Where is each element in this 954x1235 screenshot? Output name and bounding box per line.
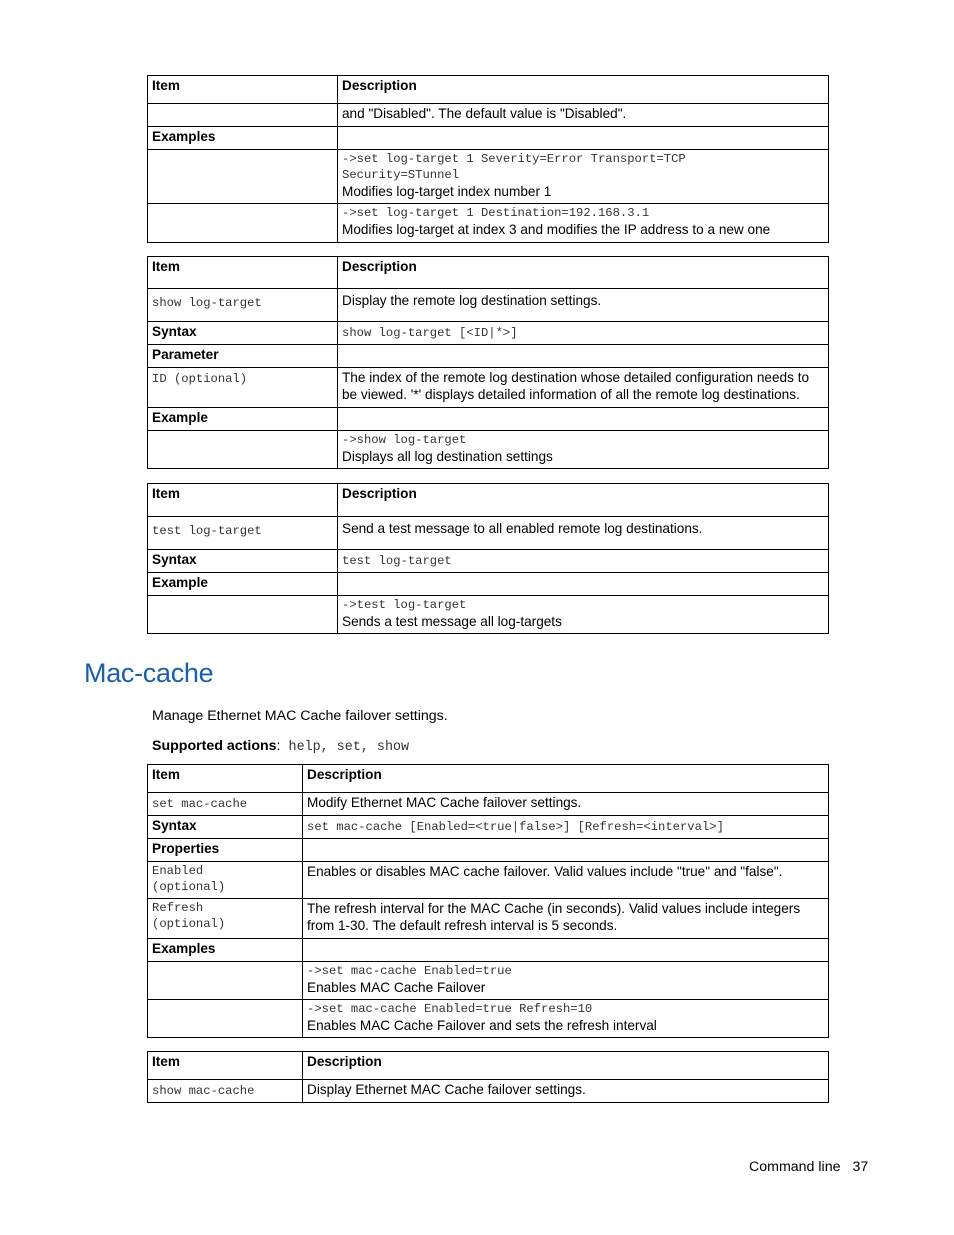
syntax-cell [338, 322, 829, 345]
command-description: Modify Ethernet MAC Cache failover settings. [303, 793, 829, 816]
empty-cell [148, 431, 338, 469]
command-name [148, 289, 338, 322]
example-cell [338, 150, 829, 204]
syntax-label: Syntax [148, 816, 303, 839]
empty-cell [303, 939, 829, 962]
command-description: Display the remote log destination settings. [338, 289, 829, 322]
example-command: ->set log-target 1 Destination=192.168.3.1 [342, 206, 650, 220]
syntax-label: Syntax [148, 550, 338, 573]
supported-actions-label: Supported actions [152, 738, 277, 754]
syntax-text: show log-target [<ID|*>] [342, 326, 518, 340]
example-command: ->set mac-cache Enabled=true [307, 964, 512, 978]
command-description: Send a test message to all enabled remote log destinations. [338, 517, 829, 550]
test-log-target-table [147, 483, 829, 634]
empty-cell [338, 573, 829, 596]
footer-section: Command line [749, 1159, 841, 1175]
empty-cell [148, 1000, 303, 1038]
supported-actions [152, 738, 409, 756]
example-cell [338, 596, 829, 634]
description-header: Description [338, 257, 829, 289]
example-command: ->test log-target [342, 598, 467, 612]
example-description: Displays all log destination settings [342, 449, 553, 464]
item-header: Item [148, 1052, 303, 1080]
example-label: Example [148, 573, 338, 596]
command-description: Display Ethernet MAC Cache failover settings. [303, 1080, 829, 1103]
example-command: ->set log-target 1 Severity=Error Transport=TCP [342, 152, 686, 166]
command-text: show log-target [152, 296, 262, 310]
description-header: Description [338, 76, 829, 104]
empty-cell [148, 204, 338, 243]
empty-cell [148, 104, 338, 127]
syntax-text: test log-target [342, 554, 452, 568]
properties-label: Properties [148, 839, 303, 862]
example-description: Sends a test message all log-targets [342, 614, 562, 629]
empty-cell [148, 962, 303, 1000]
supported-actions-separator: : [276, 738, 281, 754]
example-cell [338, 431, 829, 469]
example-description: Modifies log-target index number 1 [342, 184, 552, 199]
empty-cell [148, 150, 338, 204]
syntax-cell [338, 550, 829, 573]
command-name [148, 793, 303, 816]
syntax-label: Syntax [148, 322, 338, 345]
property-qualifier: (optional) [152, 880, 226, 894]
log-target-set-table [147, 75, 829, 243]
supported-actions-list: help, set, show [280, 740, 410, 755]
command-text: test log-target [152, 524, 262, 538]
example-command: ->show log-target [342, 433, 467, 447]
empty-cell [338, 345, 829, 368]
example-label: Example [148, 408, 338, 431]
property-name: Refresh [152, 901, 204, 915]
property-qualifier: (optional) [152, 917, 226, 931]
example-description: Enables MAC Cache Failover and sets the refresh interval [307, 1018, 657, 1033]
parameter-description: The index of the remote log destination whose detailed configuration needs to be viewed. '*' displays detailed information of all the remote log destinations. [338, 368, 829, 408]
show-log-target-table [147, 256, 829, 469]
section-intro: Manage Ethernet MAC Cache failover settings. [152, 708, 448, 724]
property-name-cell [148, 899, 303, 939]
property-name: Enabled [152, 864, 204, 878]
item-header: Item [148, 765, 303, 793]
set-mac-cache-table [147, 764, 829, 1038]
parameter-label: Parameter [148, 345, 338, 368]
property-name-cell [148, 862, 303, 899]
parameter-name: ID (optional) [152, 372, 248, 386]
examples-label: Examples [148, 939, 303, 962]
example-cell [303, 1000, 829, 1038]
parameter-name-cell [148, 368, 338, 408]
syntax-text: set mac-cache [Enabled=<true|false>] [Refresh=<interval>] [307, 820, 724, 834]
empty-cell [338, 127, 829, 150]
empty-cell [338, 408, 829, 431]
example-cell [303, 962, 829, 1000]
empty-cell [303, 839, 829, 862]
show-mac-cache-table [147, 1051, 829, 1103]
section-title: Mac-cache [84, 658, 214, 688]
item-header: Item [148, 76, 338, 104]
item-header: Item [148, 257, 338, 289]
example-description: Enables MAC Cache Failover [307, 980, 486, 995]
example-description: Modifies log-target at index 3 and modifies the IP address to a new one [342, 222, 771, 237]
page-number: 37 [852, 1159, 869, 1175]
example-command: ->set mac-cache Enabled=true Refresh=10 [307, 1002, 593, 1016]
property-description: The refresh interval for the MAC Cache (in seconds). Valid values include integers from 1-30. The default refresh interval is 5 seconds. [303, 899, 829, 939]
item-header: Item [148, 484, 338, 517]
example-cell [338, 204, 829, 243]
continued-description: and "Disabled". The default value is "Disabled". [338, 104, 829, 127]
description-header: Description [303, 765, 829, 793]
description-header: Description [303, 1052, 829, 1080]
description-header: Description [338, 484, 829, 517]
empty-cell [148, 596, 338, 634]
command-text: show mac-cache [152, 1084, 255, 1098]
example-command-continued: Security=STunnel [342, 168, 460, 182]
page-footer [749, 1159, 868, 1175]
command-text: set mac-cache [152, 797, 248, 811]
command-name [148, 1080, 303, 1103]
property-description: Enables or disables MAC cache failover. Valid values include "true" and "false". [303, 862, 829, 899]
examples-label: Examples [148, 127, 338, 150]
command-name [148, 517, 338, 550]
syntax-cell [303, 816, 829, 839]
